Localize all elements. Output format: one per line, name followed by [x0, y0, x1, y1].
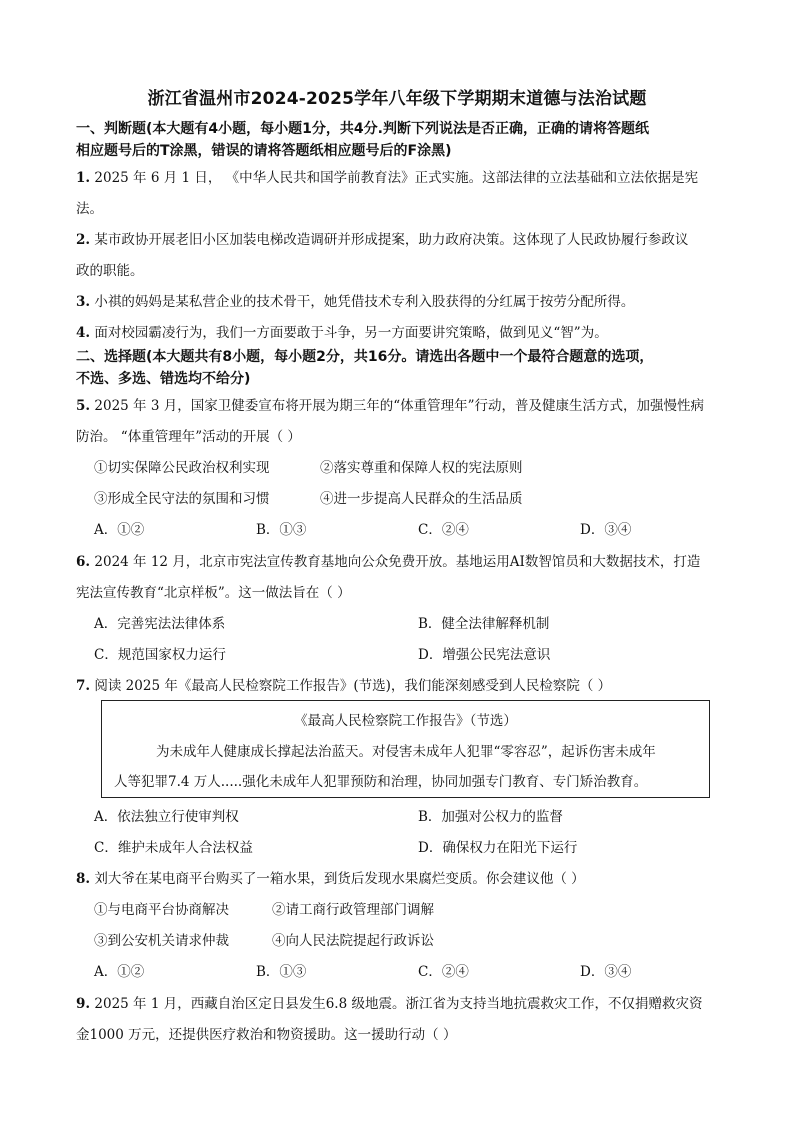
- question-8-number: 8.: [76, 871, 91, 887]
- q8-statement-2: ②请工商行政管理部门调解: [272, 902, 434, 918]
- q5-option-b: B．①③: [256, 522, 307, 538]
- q8-option-b: B．①③: [256, 964, 307, 980]
- q8-option-c: C．②④: [418, 964, 469, 980]
- q5-statement-3: ③形成全民守法的氛围和习惯: [94, 491, 270, 507]
- question-9-number: 9.: [76, 996, 91, 1012]
- q6-option-d: D．增强公民宪法意识: [418, 647, 551, 663]
- question-9-line2: 金1000 万元，还提供医疗救治和物资援助。这一援助行动（ ）: [76, 1027, 457, 1043]
- question-4-text: 面对校园霸凌行为，我们一方面要敢于斗争，另一方面要讲究策略，做到见义“智”为。: [94, 325, 608, 341]
- question-4-number: 4.: [76, 325, 91, 341]
- q5-option-d: D．③④: [580, 522, 632, 538]
- q7-option-b: B．加强对公权力的监督: [418, 809, 563, 825]
- question-6-text: 2024 年 12 月，北京市宪法宣传教育基地向公众免费开放。基地运用AI数智馆员和大数据技术，打造: [94, 554, 701, 570]
- q8-statement-3: ③到公安机关请求仲裁: [94, 933, 229, 949]
- q7-option-a: A．依法独立行使审判权: [94, 809, 239, 825]
- question-8-line1: [76, 867, 585, 887]
- question-2-number: 2.: [76, 232, 91, 248]
- question-1-line2: 法。: [76, 201, 103, 217]
- section1-header: [76, 118, 756, 162]
- question-2-line1: [76, 228, 688, 248]
- question-2-text: 某市政协开展老旧小区加装电梯改造调研并形成提案，助力政府决策。这体现了人民政协履行参政议: [94, 232, 689, 248]
- question-7-text: 阅读 2025 年《最高人民检察院工作报告》(节选)，我们能深刻感受到人民检察院（ ）: [94, 678, 612, 694]
- question-6-line2: 宪法宣传教育“北京样板”。这一做法旨在（ ）: [76, 585, 351, 601]
- question-6-line1: [76, 550, 700, 570]
- q6-option-c: C．规范国家权力运行: [94, 647, 226, 663]
- q5-option-a: A．①②: [94, 522, 145, 538]
- section2-header-line2: 不选、多选、错选均不给分): [76, 371, 251, 387]
- q7-excerpt-box: [101, 700, 710, 798]
- q8-statement-1: ①与电商平台协商解决: [94, 902, 229, 918]
- question-3: [76, 290, 634, 310]
- section2-header-line1: 二、选择题(本大题共有8小题，每小题2分，共16分。请选出各题中一个最符合题意的选项，: [76, 349, 654, 365]
- question-3-text: 小祺的妈妈是某私营企业的技术骨干，她凭借技术专利入股获得的分红属于按劳分配所得。: [94, 294, 635, 310]
- question-9-line1: [76, 992, 702, 1012]
- q5-statement-4: ④进一步提高人民群众的生活品质: [320, 491, 523, 507]
- q5-option-c: C．②④: [418, 522, 469, 538]
- q8-option-a: A．①②: [94, 964, 145, 980]
- q6-option-a: A．完善宪法法律体系: [94, 616, 226, 632]
- question-4: [76, 321, 608, 341]
- question-1-text: 2025 年 6 月 1 日， 《中华人民共和国学前教育法》正式实施。这部法律的立法基础和立法依据是宪: [94, 170, 699, 186]
- section1-header-line1: 一、判断题(本大题有4小题，每小题1分，共4分.判断下列说法是否正确，正确的请将答题纸: [76, 121, 649, 137]
- question-9-text: 2025 年 1 月，西藏自治区定日县发生6.8 级地震。浙江省为支持当地抗震救灾工作，不仅捐赠救灾资: [94, 996, 703, 1012]
- question-1-number: 1.: [76, 170, 91, 186]
- question-5-line1: [76, 394, 704, 414]
- question-5-text: 2025 年 3 月，国家卫健委宣布将开展为期三年的“体重管理年”行动，普及健康生活方式，加强慢性病: [94, 398, 705, 414]
- question-6-number: 6.: [76, 554, 91, 570]
- q8-option-d: D．③④: [580, 964, 632, 980]
- page-title: 浙江省温州市2024-2025学年八年级下学期期末道德与法治试题: [147, 89, 647, 109]
- section1-header-line2: 相应题号后的T涂黑，错误的请将答题纸相应题号后的F涂黑): [76, 143, 452, 159]
- q6-option-b: B．健全法律解释机制: [418, 616, 550, 632]
- q7-option-d: D．确保权力在阳光下运行: [418, 840, 578, 856]
- question-5-number: 5.: [76, 398, 91, 414]
- q7-excerpt-line1: 为未成年人健康成长撑起法治蓝天。对侵害未成年人犯罪“零容忍”，起诉伤害未成年: [156, 744, 656, 760]
- q5-statement-1: ①切实保障公民政治权利实现: [94, 460, 270, 476]
- question-8-text: 刘大爷在某电商平台购买了一箱水果，到货后发现水果腐烂变质。你会建议他（ ）: [94, 871, 585, 887]
- q8-statement-4: ④向人民法院提起行政诉讼: [272, 933, 434, 949]
- question-1-line1: [76, 166, 698, 186]
- q7-option-c: C．维护未成年人合法权益: [94, 840, 253, 856]
- q7-excerpt-title: 《最高人民检察院工作报告》（节选）: [294, 713, 517, 729]
- section2-header: [76, 346, 756, 390]
- question-7-line1: [76, 674, 611, 694]
- question-3-number: 3.: [76, 294, 91, 310]
- question-5-line2: 防治。 “体重管理年”活动的开展（ ）: [76, 429, 301, 445]
- question-2-line2: 政的职能。: [76, 263, 144, 279]
- question-7-number: 7.: [76, 678, 91, 694]
- q5-statement-2: ②落实尊重和保障人权的宪法原则: [320, 460, 523, 476]
- q7-excerpt-line2: 人等犯罪7.4 万人.....强化未成年人犯罪预防和治理，协同加强专门教育、专门矫治教育。: [114, 774, 648, 790]
